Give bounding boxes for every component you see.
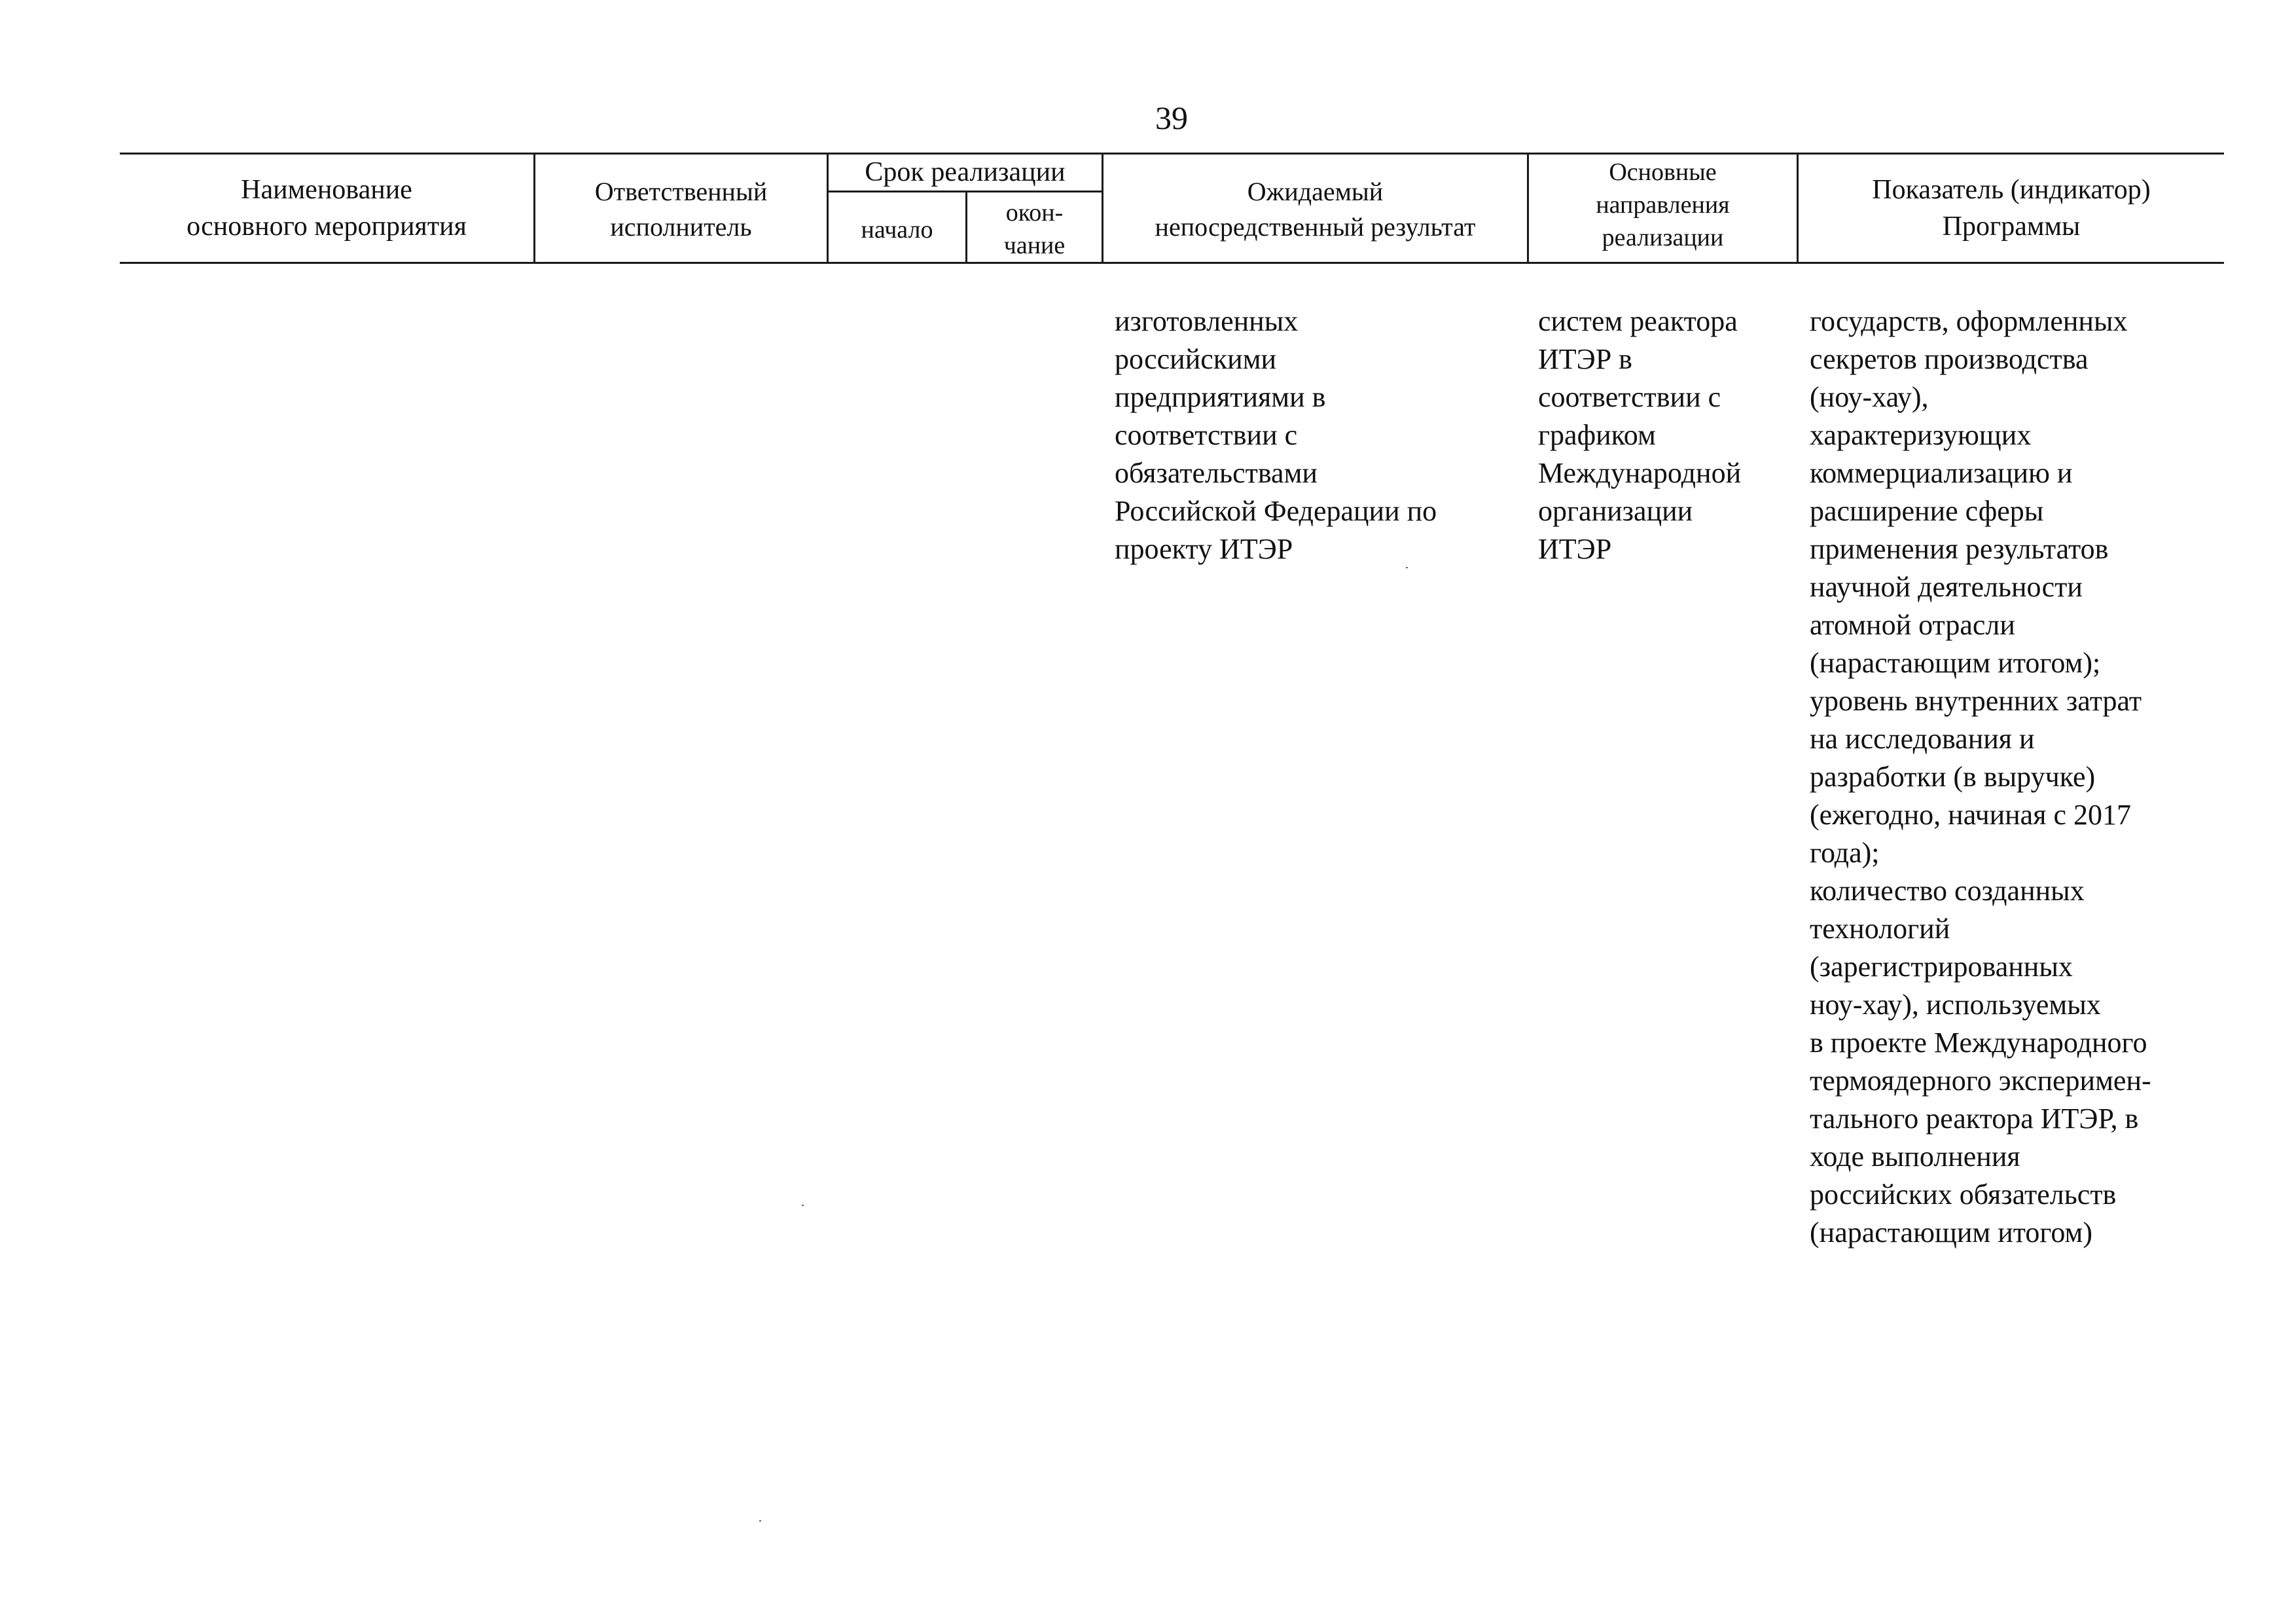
header-term-end: окон- чание: [1003, 199, 1066, 259]
header-term-start: начало: [861, 216, 933, 244]
term-subheader-rule: [827, 191, 1102, 192]
scan-speck: [1406, 567, 1408, 568]
header-main-directions: Основные направления реализации: [1596, 158, 1730, 251]
scan-speck: [802, 1205, 804, 1206]
header-main-activity: Наименование основного мероприятия: [187, 175, 467, 242]
scan-speck: [759, 1520, 761, 1522]
cell-expected-result: изготовленных российскими предприятиями в соответствии с обязательствами Российской Федерации по проекту ИТЭР: [1115, 305, 1437, 565]
table-top-rule: [120, 153, 2224, 155]
header-expected-result: Ожидаемый непосредственный результат: [1155, 177, 1476, 242]
header-program-indicator: Показатель (индикатор) Программы: [1872, 175, 2151, 242]
table-header-bottom-rule: [120, 262, 2224, 264]
cell-program-indicator: государств, оформленных секретов производства (ноу-хау), характеризующих коммерциализацию и расширение сферы применения результатов научной деятельности атомной отрасли (нарастающим итогом); уровень внутренних затрат на исследования и разработки (в выручке) (ежегодно, начиная с 2017 года); количество созданных технологий (зарегистрированных ноу-хау), используемых в проекте Международного термоядерного эксперимен- тального реактора ИТЭР, в ходе выполнения российских обязательств (нарастающим итогом): [1810, 305, 2151, 1249]
cell-main-directions: систем реактора ИТЭР в соответствии с графиком Международной организации ИТЭР: [1538, 305, 1742, 565]
header-implementation-term: Срок реализации: [865, 157, 1066, 187]
page-number: 39: [1155, 100, 1188, 136]
header-responsible-executor: Ответственный исполнитель: [594, 177, 768, 242]
